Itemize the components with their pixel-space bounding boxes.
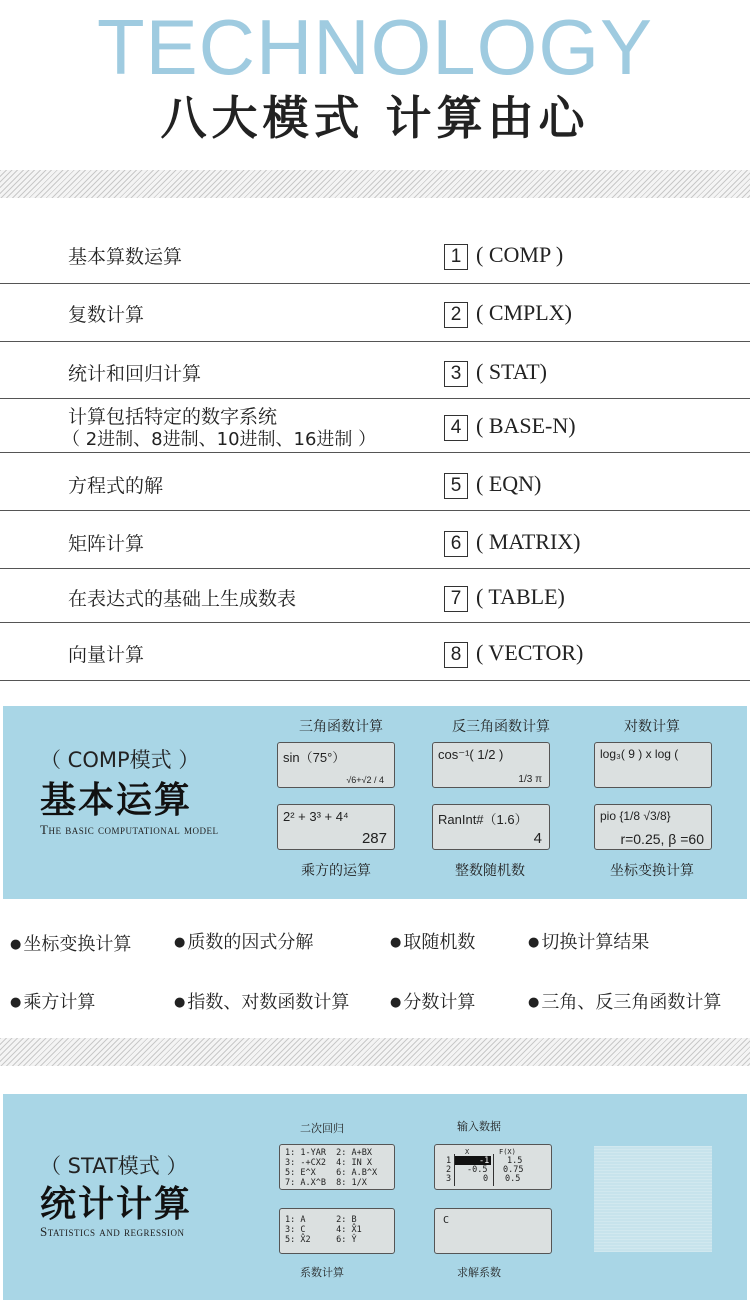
hero-title-cn: 八大模式 计算由心 <box>160 91 590 145</box>
mode-row-stat <box>0 342 750 399</box>
caption-random: 整数随机数 <box>455 863 525 879</box>
mode-row-eqn <box>0 453 750 511</box>
key-1-icon: 1 <box>444 244 468 270</box>
comp-subtitle: The basic computational model <box>40 822 219 837</box>
mode-desc: 计算包括特定的数字系统 <box>68 406 278 428</box>
mode-key: 8 ( VECTOR) <box>444 640 583 668</box>
feature-item: ● 指数、对数函数计算 <box>174 988 349 1014</box>
key-2-icon: 2 <box>444 302 468 328</box>
mode-desc: 矩阵计算 <box>68 533 145 555</box>
feature-item: ● 三角、反三角函数计算 <box>528 988 721 1014</box>
caption-input-data: 输入数据 <box>457 1120 501 1133</box>
mode-desc: 在表达式的基础上生成数表 <box>68 588 297 610</box>
mode-key: 6 ( MATRIX) <box>444 529 581 557</box>
mode-desc-detail: （ 2进制、8进制、10进制、16进制 ） <box>62 429 377 450</box>
mode-key: 4 ( BASE-N) <box>444 413 576 441</box>
key-6-icon: 6 <box>444 531 468 557</box>
feature-item: ● 乘方计算 <box>10 988 95 1014</box>
mode-desc: 方程式的解 <box>68 475 164 497</box>
divider-stripe-top <box>0 170 750 198</box>
mode-key: 2 ( CMPLX) <box>444 300 572 328</box>
feature-item: ● 坐标变换计算 <box>10 930 131 956</box>
lcd-stat-menu: 1: 1-YAR 2: A+BX 3: -+CX2 4: IN X 5: E^X 6: A.B^X 7: A.X^B 8: 1/X <box>279 1144 395 1190</box>
comp-mode-label: （ COMP模式 ） <box>40 748 200 772</box>
caption-power: 乘方的运算 <box>301 863 371 879</box>
mode-desc: 统计和回归计算 <box>68 363 202 385</box>
mode-key: 1 ( COMP ) <box>444 242 563 270</box>
mode-desc: 复数计算 <box>68 304 145 326</box>
mode-desc: 向量计算 <box>68 644 145 666</box>
data-col-divider <box>493 1154 494 1186</box>
mode-key: 5 ( EQN) <box>444 471 541 499</box>
lcd-stat-coef: 1: A 2: B 3: C 4: X̂1 5: X̂2 6: Ŷ <box>279 1208 395 1254</box>
mode-key: 7 ( TABLE) <box>444 584 565 612</box>
lcd-arccos: cos⁻¹( 1/2 ) 1/3 π <box>432 742 550 788</box>
mode-key: 3 ( STAT) <box>444 359 547 387</box>
caption-trig: 三角函数计算 <box>299 719 383 735</box>
mode-row-comp <box>0 226 750 284</box>
caption-coord: 坐标变换计算 <box>610 863 694 879</box>
feature-item: ● 分数计算 <box>390 988 475 1014</box>
key-8-icon: 8 <box>444 642 468 668</box>
mode-row-matrix <box>0 511 750 569</box>
key-3-icon: 3 <box>444 361 468 387</box>
lcd-pol: pio {1/8 √3/8} r=0.25, β =60 <box>594 804 712 850</box>
key-7-icon: 7 <box>444 586 468 612</box>
mode-row-cmplx <box>0 284 750 342</box>
caption-solve-coef: 求解系数 <box>457 1266 501 1279</box>
lcd-stat-solve: C <box>434 1208 552 1254</box>
comp-title: 基本运算 <box>40 780 193 821</box>
feature-item: ● 质数的因式分解 <box>174 928 313 954</box>
stat-title: 统计计算 <box>40 1184 193 1225</box>
lcd-power: 2² + 3³ + 4⁴ 287 <box>277 804 395 850</box>
mode-desc: 基本算数运算 <box>68 246 183 268</box>
key-5-icon: 5 <box>444 473 468 499</box>
stat-subtitle: Statistics and regression <box>40 1224 185 1239</box>
stat-mode-label: （ STAT模式 ） <box>40 1154 188 1178</box>
key-4-icon: 4 <box>444 415 468 441</box>
mode-row-base-n <box>0 399 750 453</box>
caption-inverse-trig: 反三角函数计算 <box>452 719 550 735</box>
caption-coef-calc: 系数计算 <box>300 1266 344 1279</box>
lcd-stat-data: X F(X) 1 -1 1.5 2 -0.5 0.75 3 0 0.5 <box>434 1144 552 1190</box>
divider-stripe-mid <box>0 1038 750 1066</box>
caption-quad-reg: 二次回归 <box>300 1122 344 1135</box>
feature-item: ● 取随机数 <box>390 928 475 954</box>
hero-title-en: TECHNOLOGY <box>96 3 654 91</box>
mode-row-vector <box>0 623 750 681</box>
mode-row-table <box>0 569 750 623</box>
blank-image-placeholder <box>594 1146 712 1252</box>
feature-item: ● 切换计算结果 <box>528 928 649 954</box>
lcd-sin: sin（75°） √6+√2 / 4 <box>277 742 395 788</box>
caption-log: 对数计算 <box>624 719 680 735</box>
lcd-log: log₃( 9 ) x log ( <box>594 742 712 788</box>
lcd-ranint: RanInt#（1.6） 4 <box>432 804 550 850</box>
